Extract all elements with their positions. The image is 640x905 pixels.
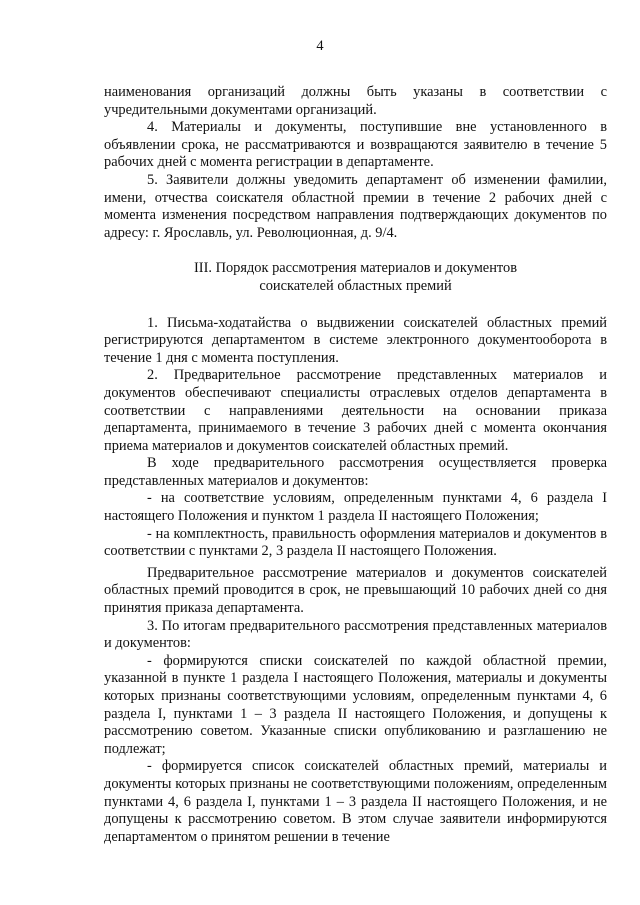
paragraph: 1. Письма-ходатайства о выдвижении соискателей областных премий регистрируются департаментом в системе электронного документооборота в течение 1 дня с момента поступления. <box>104 314 607 366</box>
section-heading-line: III. Порядок рассмотрения материалов и документов <box>194 260 517 277</box>
paragraph: 3. По итогам предварительного рассмотрения представленных материалов и документов: <box>104 617 607 652</box>
section-heading-line: соискателей областных премий <box>259 277 452 294</box>
paragraph: наименования организаций должны быть указаны в соответствии с учредительными документами организаций. <box>104 84 607 118</box>
document-body <box>104 84 607 846</box>
paragraph: Предварительное рассмотрение материалов и документов соискателей областных премий проводится в срок, не превышающий 10 рабочих дней со дня принятия приказа департамента. <box>104 564 607 617</box>
paragraph: 2. Предварительное рассмотрение представленных материалов и документов обеспечивают специалисты отраслевых отделов департамента в соответствии с направлениями деятельности на основании приказа департамента, принимаемого в течение 3 рабочих дней с момента окончания приема материалов и документов соискателей областных премий. <box>104 367 607 454</box>
paragraph: 4. Материалы и документы, поступившие вне установленного в объявлении срока, не рассматриваются и возвращаются заявителю в течение 5 рабочих дней с момента регистрации в департаменте. <box>104 119 607 171</box>
paragraph: - на соответствие условиям, определенным пунктами 4, 6 раздела I настоящего Положения и пунктом 1 раздела II настоящего Положения; <box>104 490 607 525</box>
paragraph: - формируется список соискателей областных премий, материалы и документы которых признаны не соответствующими положениям, определенным пунктами 4, 6 раздела I, пунктами 1 – 3 раздела II настоящего Положения, и не допущены к рассмотрению советом. В этом случае заявители информируются департаментом о принятом решении в течение <box>104 758 607 845</box>
paragraph: 5. Заявители должны уведомить департамент об изменении фамилии, имени, отчества соискателя областной премии в течение 2 рабочих дней с момента изменения посредством направления подтверждающих документов по адресу: г. Ярославль, ул. Революционная, д. 9/4. <box>104 171 607 241</box>
paragraph: - на комплектность, правильность оформления материалов и документов в соответствии с пунктами 2, 3 раздела II настоящего Положения. <box>104 525 607 560</box>
paragraph: В ходе предварительного рассмотрения осуществляется проверка представленных материалов и документов: <box>104 455 607 489</box>
paragraph: - формируются списки соискателей по каждой областной премии, указанной в пункте 1 раздела I настоящего Положения, материалы и документы которых признаны соответствующими условиям, определенным пунктами 4, 6 раздела I, пунктами 1 – 3 раздела II настоящего Положения, и допущены к рассмотрению советом. Указанные списки опубликованию и разглашению не подлежат; <box>104 652 607 757</box>
page-number: 4 <box>316 38 324 54</box>
